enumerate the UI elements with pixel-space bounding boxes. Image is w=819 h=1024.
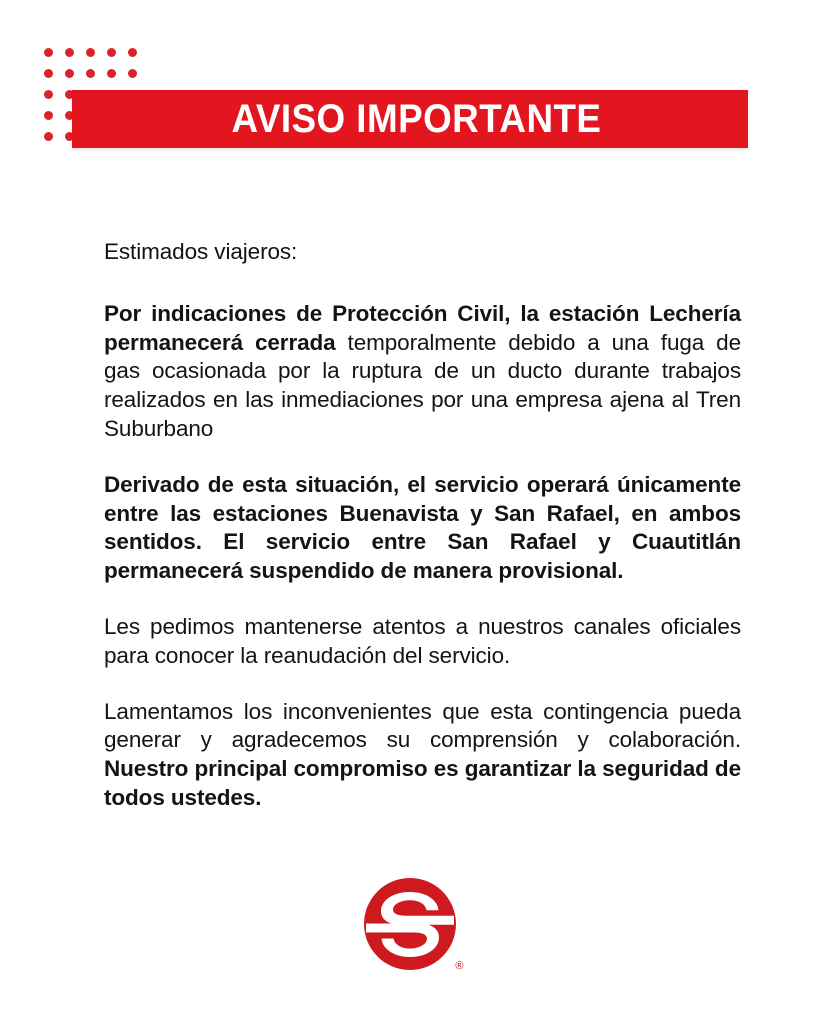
paragraph-4-lead: Lamentamos los inconvenientes que esta contingencia pueda generar y agradecemos su comprensión y colaboración. <box>104 698 741 753</box>
dot-icon <box>44 132 53 141</box>
dot-icon <box>107 69 116 78</box>
dot-icon <box>44 48 53 57</box>
dot-icon <box>107 48 116 57</box>
notice-paragraph-4 <box>104 698 741 813</box>
dot-icon <box>65 48 74 57</box>
dot-icon <box>44 90 53 99</box>
dot-icon <box>44 69 53 78</box>
dot-icon <box>44 111 53 120</box>
dot-icon <box>128 69 137 78</box>
dot-icon <box>128 48 137 57</box>
notice-paragraph-2: Derivado de esta situación, el servicio operará únicamente entre las estaciones Buenavista y San Rafael, en ambos sentidos. El servicio entre San Rafael y Cuautitlán permanecerá suspendido de manera provisional. <box>104 471 741 584</box>
paragraph-1-rest: temporalmente debido a una fuga de gas ocasionada por la ruptura de un ducto durante trabajos realizados en las inmediaciones por una empresa ajena al Tren Suburbano <box>104 329 741 441</box>
title-banner <box>72 90 748 148</box>
paragraph-4-bold-tail: Nuestro principal compromiso es garantizar la seguridad de todos ustedes. <box>104 756 741 810</box>
notice-paragraph-3: Les pedimos mantenerse atentos a nuestros canales oficiales para conocer la reanudación del servicio. <box>104 613 741 668</box>
dot-icon <box>86 48 95 57</box>
notice-header <box>0 0 819 180</box>
registered-trademark-mark: ® <box>455 960 464 972</box>
footer-logo-area <box>0 876 819 986</box>
dot-icon <box>65 69 74 78</box>
notice-body <box>104 238 741 813</box>
paragraph-1-bold-lead: Por indicaciones de Protección Civil, la estación Lechería permanecerá cerrada <box>104 300 741 355</box>
salutation-text: Estimados viajeros: <box>104 239 298 264</box>
dot-icon <box>86 69 95 78</box>
page-title: AVISO IMPORTANTE <box>231 97 602 141</box>
notice-paragraph-1 <box>104 300 741 444</box>
ferrocarriles-suburbanos-s-logo-icon <box>362 876 464 972</box>
